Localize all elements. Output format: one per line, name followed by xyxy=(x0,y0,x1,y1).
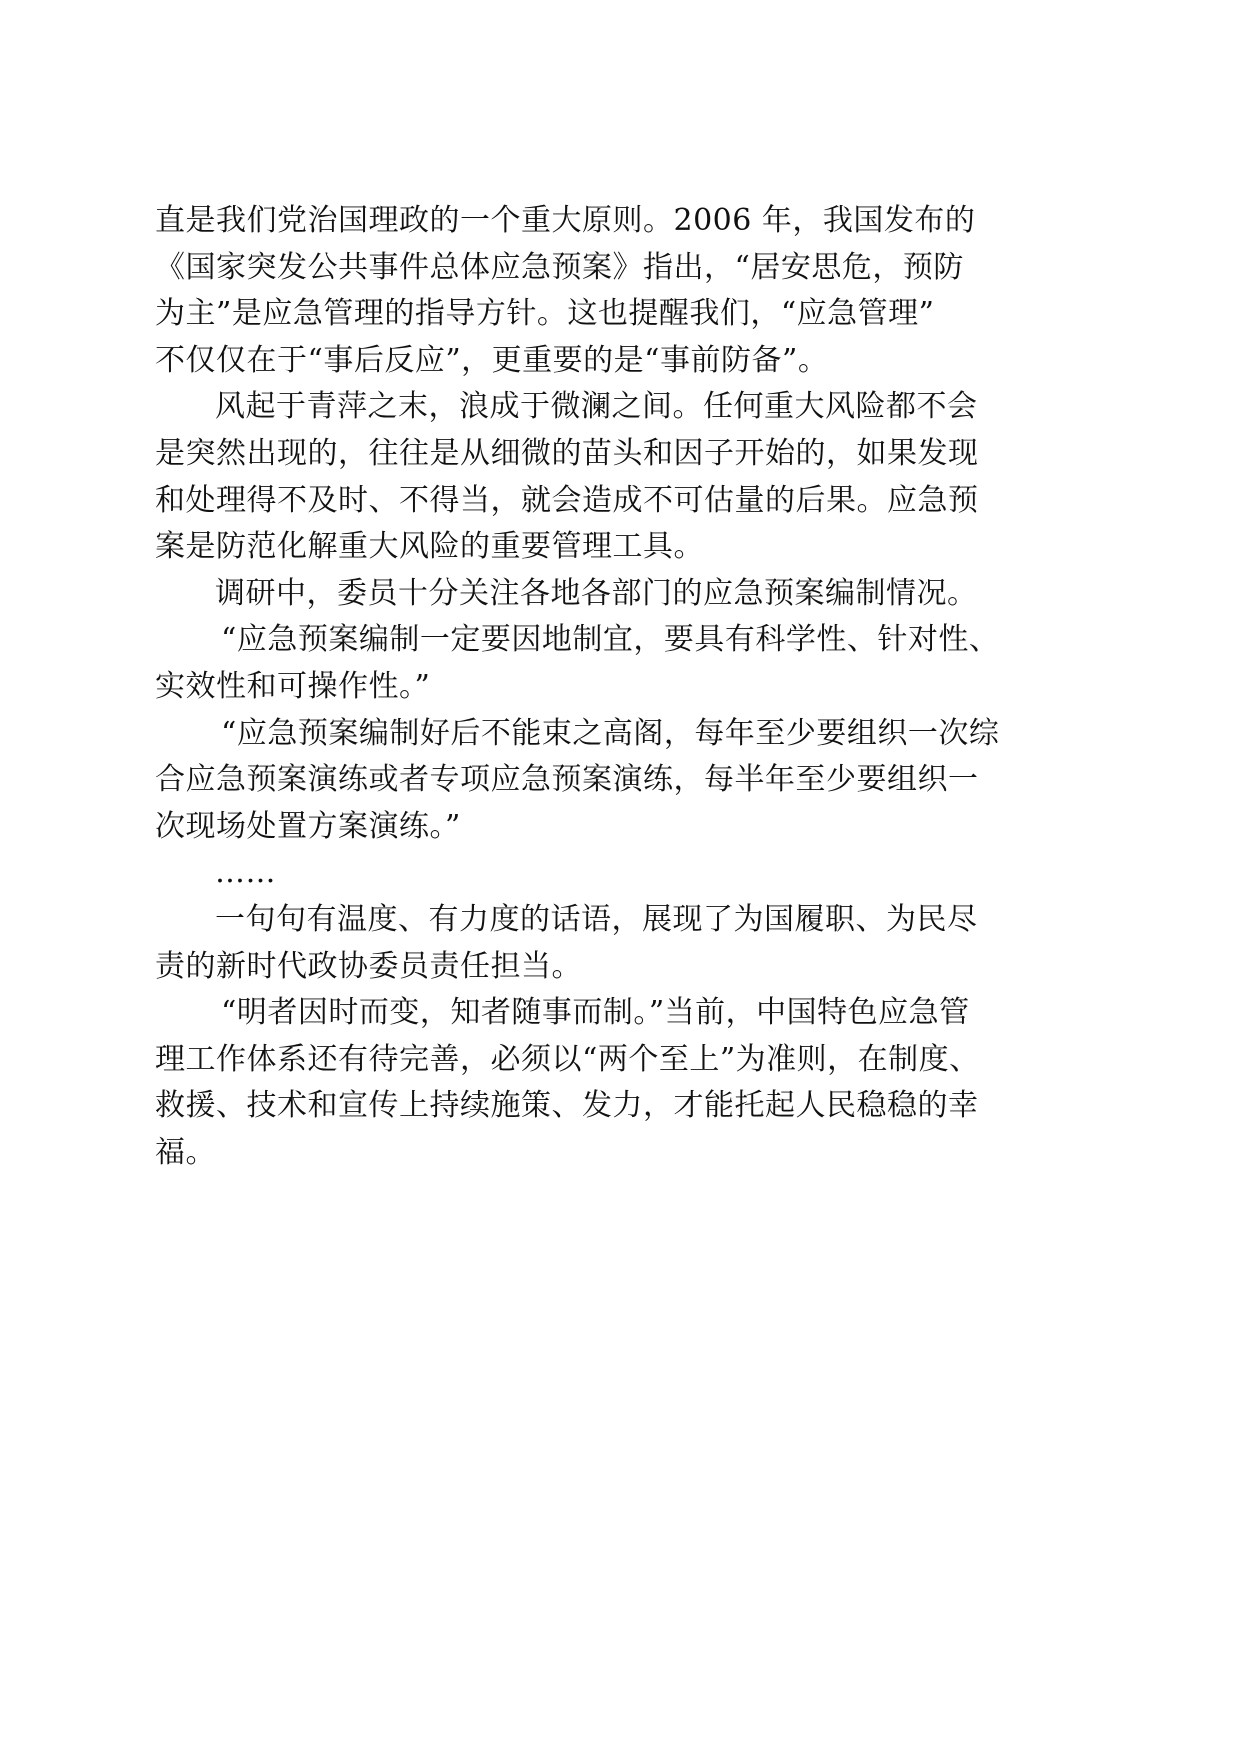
text-line: 责的新时代政协委员责任担当。 xyxy=(155,948,582,984)
text-line: “应急预案编制一定要因地制宜，要具有科学性、针对性、 xyxy=(221,622,1000,658)
text-line: 合应急预案演练或者专项应急预案演练，每半年至少要组织一 xyxy=(155,762,979,798)
text-line: 案是防范化解重大风险的重要管理工具。 xyxy=(155,529,704,565)
text-line: 实效性和可操作性。” xyxy=(155,668,431,704)
text-line: 调研中，委员十分关注各地各部门的应急预案编制情况。 xyxy=(215,575,978,611)
text-line: 和处理得不及时、不得当，就会造成不可估量的后果。应急预 xyxy=(155,482,979,518)
text-line: 福。 xyxy=(155,1134,216,1170)
text-line: 为主”是应急管理的指导方针。这也提醒我们，“应急管理” xyxy=(155,296,935,332)
text-line: 救援、技术和宣传上持续施策、发力，才能托起人民稳稳的幸 xyxy=(155,1088,979,1124)
text-line: 不仅仅在于“事后反应”，更重要的是“事前防备”。 xyxy=(155,342,829,378)
text-line: 直是我们党治国理政的一个重大原则。2006 年，我国发布的 xyxy=(155,203,976,238)
text-line: 理工作体系还有待完善，必须以“两个至上”为准则，在制度、 xyxy=(155,1041,980,1077)
body-text xyxy=(155,198,1095,1176)
text-line: 次现场处置方案演练。” xyxy=(155,808,461,844)
text-line: “应急预案编制好后不能束之高阁，每年至少要组织一次综 xyxy=(221,715,1000,751)
text-line: 是突然出现的，往往是从细微的苗头和因子开始的，如果发现 xyxy=(155,435,979,471)
text-line: 风起于青萍之末，浪成于微澜之间。任何重大风险都不会 xyxy=(215,389,978,425)
text-line: “明者因时而变，知者随事而制。”当前，中国特色应急管 xyxy=(221,995,970,1031)
text-line: 《国家突发公共事件总体应急预案》指出，“居安思危，预防 xyxy=(155,249,964,285)
text-line: 一句句有温度、有力度的话语，展现了为国履职、为民尽 xyxy=(215,901,978,937)
ellipsis-line: …… xyxy=(215,855,276,891)
